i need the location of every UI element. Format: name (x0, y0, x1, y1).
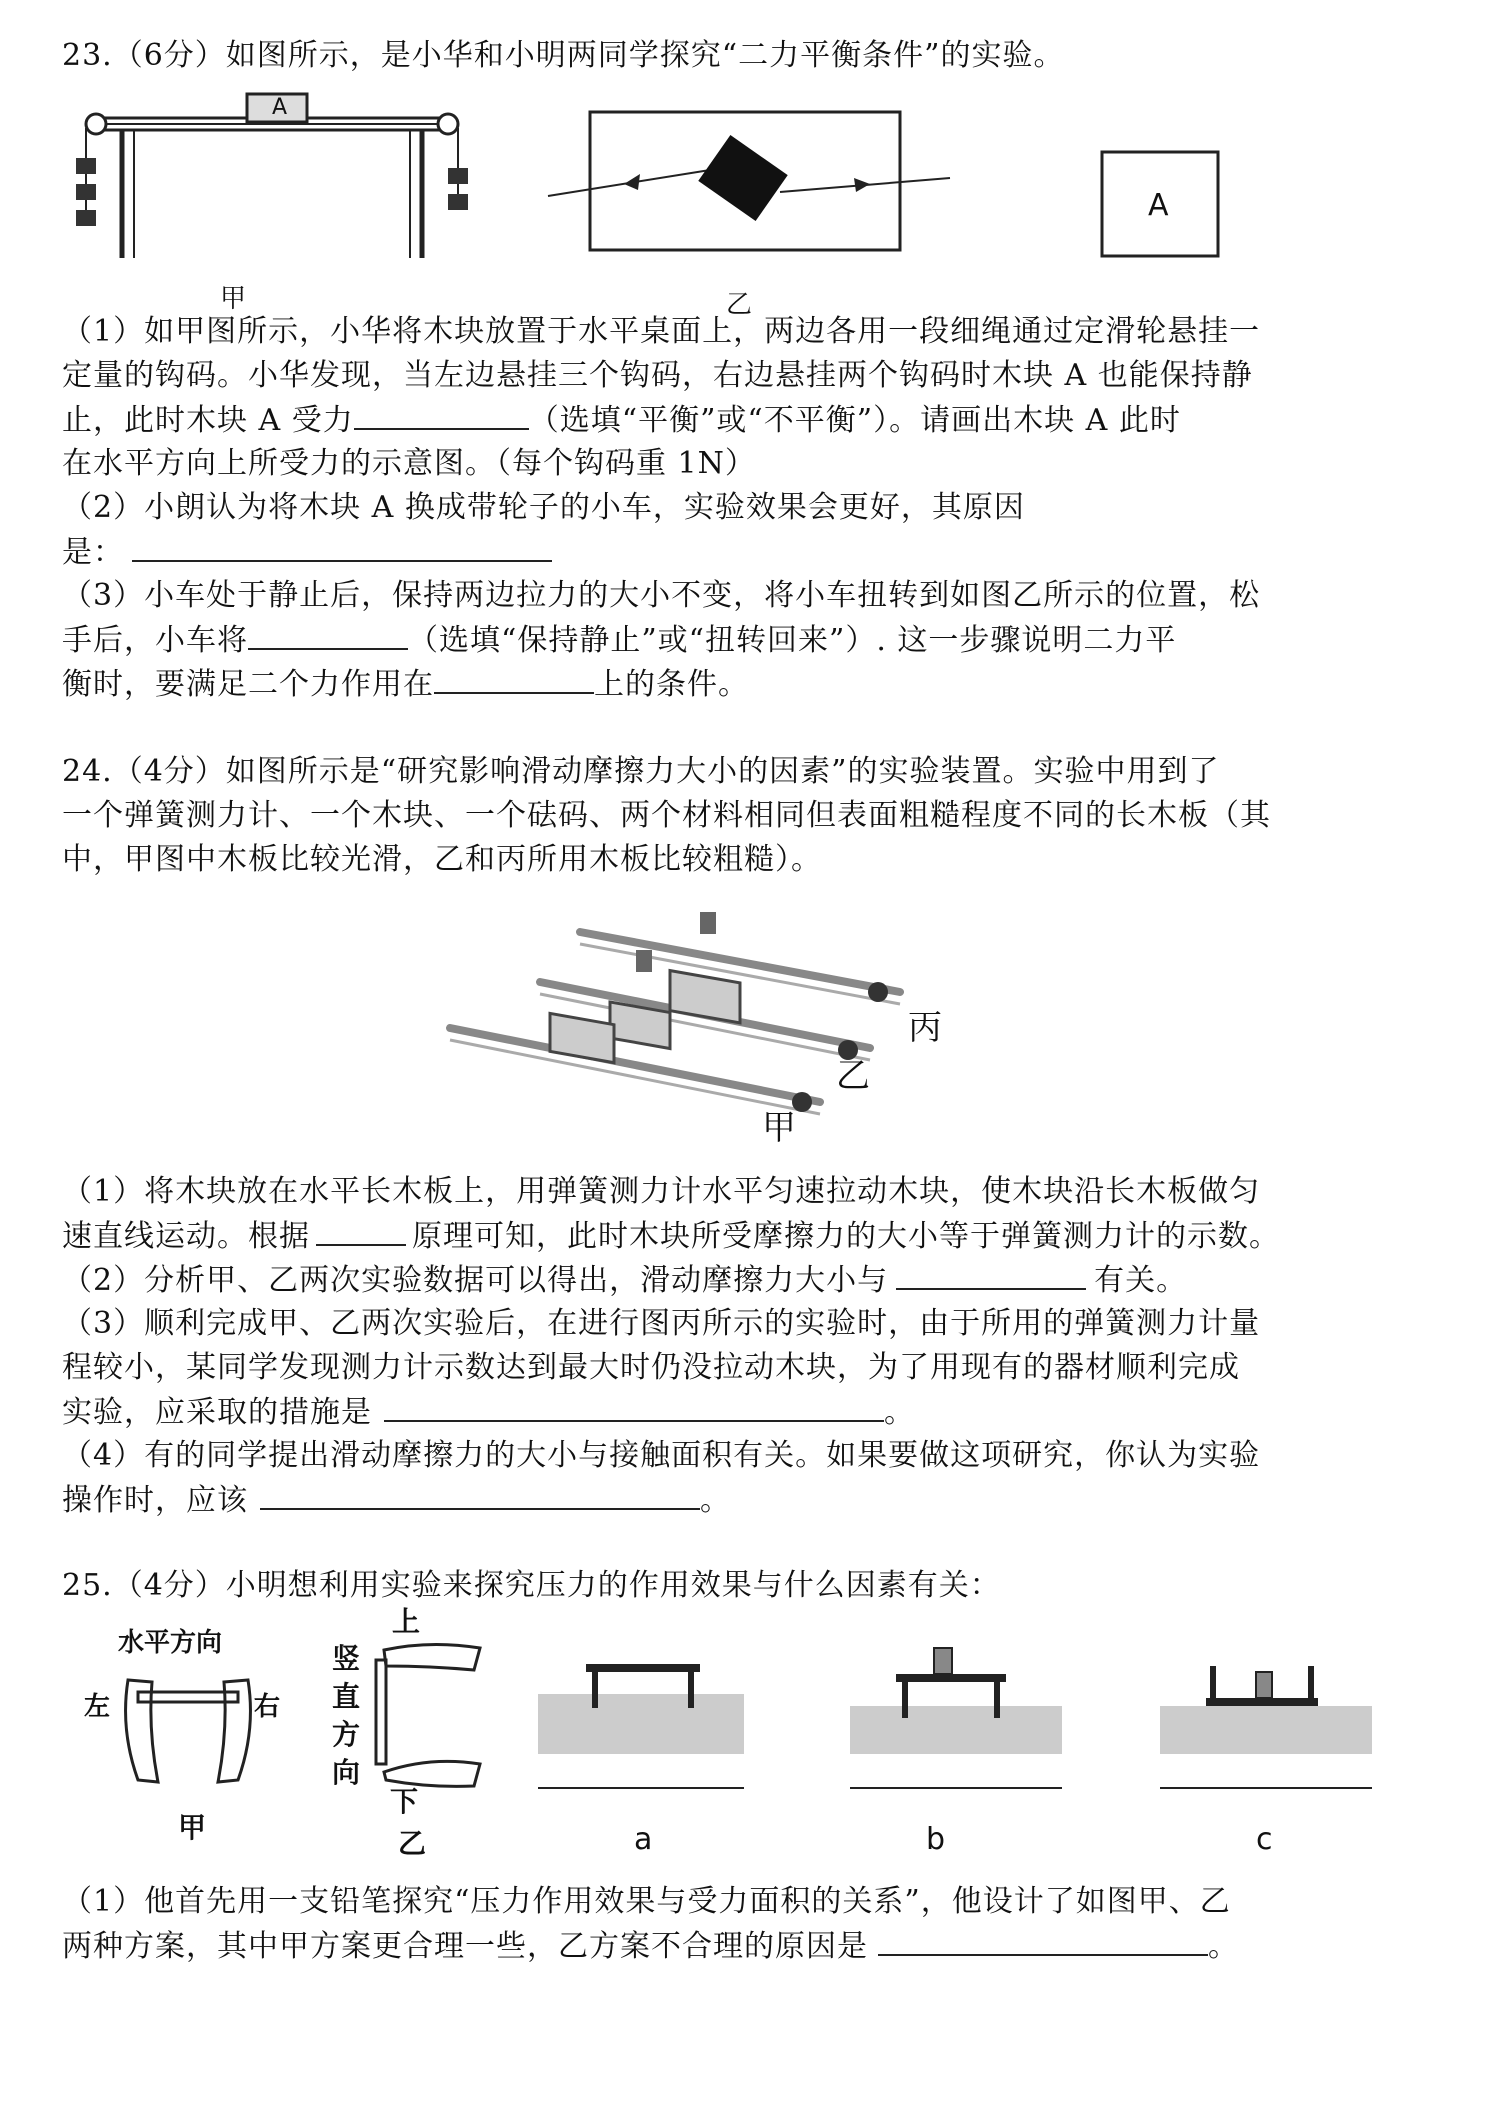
q24-p2-line (62, 1260, 1187, 1301)
q23-p3-line3 (62, 664, 749, 705)
q24-fig-yi-label: 乙 (836, 1056, 870, 1096)
q25-title: 25.（4分）小明想利用实验来探究压力的作用效果与什么因素有关： (62, 1568, 1001, 1603)
q23-answer-blank-2[interactable] (132, 532, 552, 562)
q23-fig-yi-board (540, 108, 960, 258)
q24-p3-line3-text-a: 实验，应采取的措施是 (62, 1395, 372, 1430)
q24-text-line3: 中，甲图中木板比较光滑，乙和丙所用木板比较粗糙）。 (62, 842, 822, 877)
q24-p2-text-a: （2）分析甲、乙两次实验数据可以得出，滑动摩擦力大小与 (62, 1263, 889, 1298)
q24-p1-line1: （1）将木块放在水平长木板上，用弹簧测力计水平匀速拉动木块，使木块沿长木板做匀 (62, 1174, 1261, 1209)
q24-p4-line1: （4）有的同学提出滑动摩擦力的大小与接触面积有关。如果要做这项研究，你认为实验 (62, 1438, 1261, 1473)
q24-p2-text-b: 有关。 (1094, 1263, 1188, 1298)
q25-fig-yi-hands-pencil (370, 1640, 490, 1800)
q25-p1-line2 (62, 1926, 1239, 1967)
q25-fig-c-inverted-table (1156, 1636, 1376, 1800)
q24-answer-blank-1[interactable] (316, 1216, 406, 1246)
q24-p3-line1: （3）顺利完成甲、乙两次实验后，在进行图丙所示的实验时，由于所用的弹簧测力计量 (62, 1306, 1261, 1341)
q24-p1-line2 (62, 1216, 1280, 1257)
q23-p2-line2-text: 是： (62, 535, 124, 570)
q24-text-line2: 一个弹簧测力计、一个木块、一个砝码、两个材料相同但表面粗糙程度不同的长木板（其 (62, 798, 1271, 833)
q23-p1-line4: 在水平方向上所受力的示意图。（每个钩码重 1N） (62, 446, 756, 481)
q25-p1-line1: （1）他首先用一支铅笔探究“压力作用效果与受力面积的关系”，他设计了如图甲、乙 (62, 1884, 1231, 1919)
q24-p4-line2-text-a: 操作时，应该 (62, 1483, 248, 1518)
q23-p3-line2 (62, 620, 1176, 661)
q25-fig-horizontal-label: 水平方向 (118, 1628, 223, 1658)
q24-p4-line2-text-b: 。 (700, 1483, 731, 1518)
q25-fig-b-table-weight (846, 1636, 1066, 1800)
q25-fig-b-label: b (926, 1822, 946, 1857)
q25-answer-blank-1[interactable] (878, 1926, 1208, 1956)
q23-p3-line2-text-b: （选填“保持静止”或“扭转回来”）. 这一步骤说明二力平 (408, 623, 1177, 658)
q23-p2-line1: （2）小朗认为将木块 A 换成带轮子的小车，实验效果会更好，其原因 (62, 490, 1025, 525)
q23-fig-box-label: A (1148, 188, 1169, 223)
q23-p1-line2: 定量的钩码。小华发现，当左边悬挂三个钩码，右边悬挂两个钩码时木块 A 也能保持静 (62, 358, 1253, 393)
q24-answer-blank-2[interactable] (896, 1260, 1086, 1290)
q23-answer-blank-3[interactable] (248, 620, 408, 650)
q24-p1-line2-text-a: 速直线运动。根据 (62, 1219, 310, 1254)
q25-fig-left-label: 左 (84, 1692, 111, 1722)
q25-fig-jia-hands-pencil (118, 1670, 258, 1800)
q25-fig-vertical-label: 竖直方向 (332, 1642, 361, 1789)
q25-fig-up-label: 上 (392, 1605, 421, 1638)
q23-p3-line2-text-a: 手后，小车将 (62, 623, 248, 658)
q25-fig-right-label: 右 (254, 1692, 281, 1722)
q25-fig-c-label: c (1256, 1822, 1273, 1857)
q23-p1-line3-text-b: （选填“平衡”或“不平衡”）。请画出木块 A 此时 (528, 403, 1181, 438)
q24-p3-line3 (62, 1392, 915, 1433)
q25-fig-jia-label: 甲 (178, 1811, 207, 1844)
q25-fig-a-table-on-sand (536, 1650, 746, 1800)
q23-fig-jia-label: 甲 (220, 284, 247, 314)
q24-fig-friction-setups (440, 900, 960, 1140)
q24-title: 24.（4分）如图所示是“研究影响滑动摩擦力大小的因素”的实验装置。实验中用到了 (62, 754, 1220, 789)
q23-p3-line1: （3）小车处于静止后，保持两边拉力的大小不变，将小车扭转到如图乙所示的位置，松 (62, 578, 1261, 613)
q23-p1-line3-text-a: 止，此时木块 A 受力 (62, 403, 354, 438)
q24-p3-line2: 程较小，某同学发现测力计示数达到最大时仍没拉动木块，为了用现有的器材顺利完成 (62, 1350, 1240, 1385)
q23-fig-yi-label: 乙 (726, 290, 753, 320)
q24-p1-line2-text-b: 原理可知，此时木块所受摩擦力的大小等于弹簧测力计的示数。 (412, 1219, 1280, 1254)
q23-fig-block-label: A (272, 95, 288, 120)
q23-p3-line3-text-a: 衡时，要满足二个力作用在 (62, 667, 434, 702)
q23-p3-line3-text-b: 上的条件。 (594, 667, 749, 702)
q23-p2-line2 (62, 532, 552, 573)
q24-p4-line2 (62, 1480, 731, 1521)
q24-fig-bing-label: 丙 (908, 1008, 942, 1048)
q25-p1-line2-text-b: 。 (1208, 1929, 1239, 1964)
q23-p1-line1: （1）如甲图所示，小华将木块放置于水平桌面上，两边各用一段细绳通过定滑轮悬挂一 (62, 314, 1261, 349)
q25-fig-down-label: 下 (390, 1785, 419, 1818)
q25-fig-yi-label: 乙 (398, 1827, 427, 1860)
q24-p3-line3-text-b: 。 (884, 1395, 915, 1430)
q24-answer-blank-4[interactable] (260, 1480, 700, 1510)
q23-title: 23.（6分）如图所示，是小华和小明两同学探究“二力平衡条件”的实验。 (62, 38, 1065, 73)
q25-p1-line2-text-a: 两种方案，其中甲方案更合理一些，乙方案不合理的原因是 (62, 1929, 868, 1964)
q23-answer-blank-1[interactable] (354, 400, 529, 430)
q25-fig-a-label: a (634, 1822, 653, 1857)
q23-answer-blank-4[interactable] (434, 664, 594, 694)
q24-answer-blank-3[interactable] (384, 1392, 884, 1422)
q24-fig-jia-label: 甲 (762, 1108, 796, 1148)
q23-p1-line3 (62, 400, 1181, 441)
